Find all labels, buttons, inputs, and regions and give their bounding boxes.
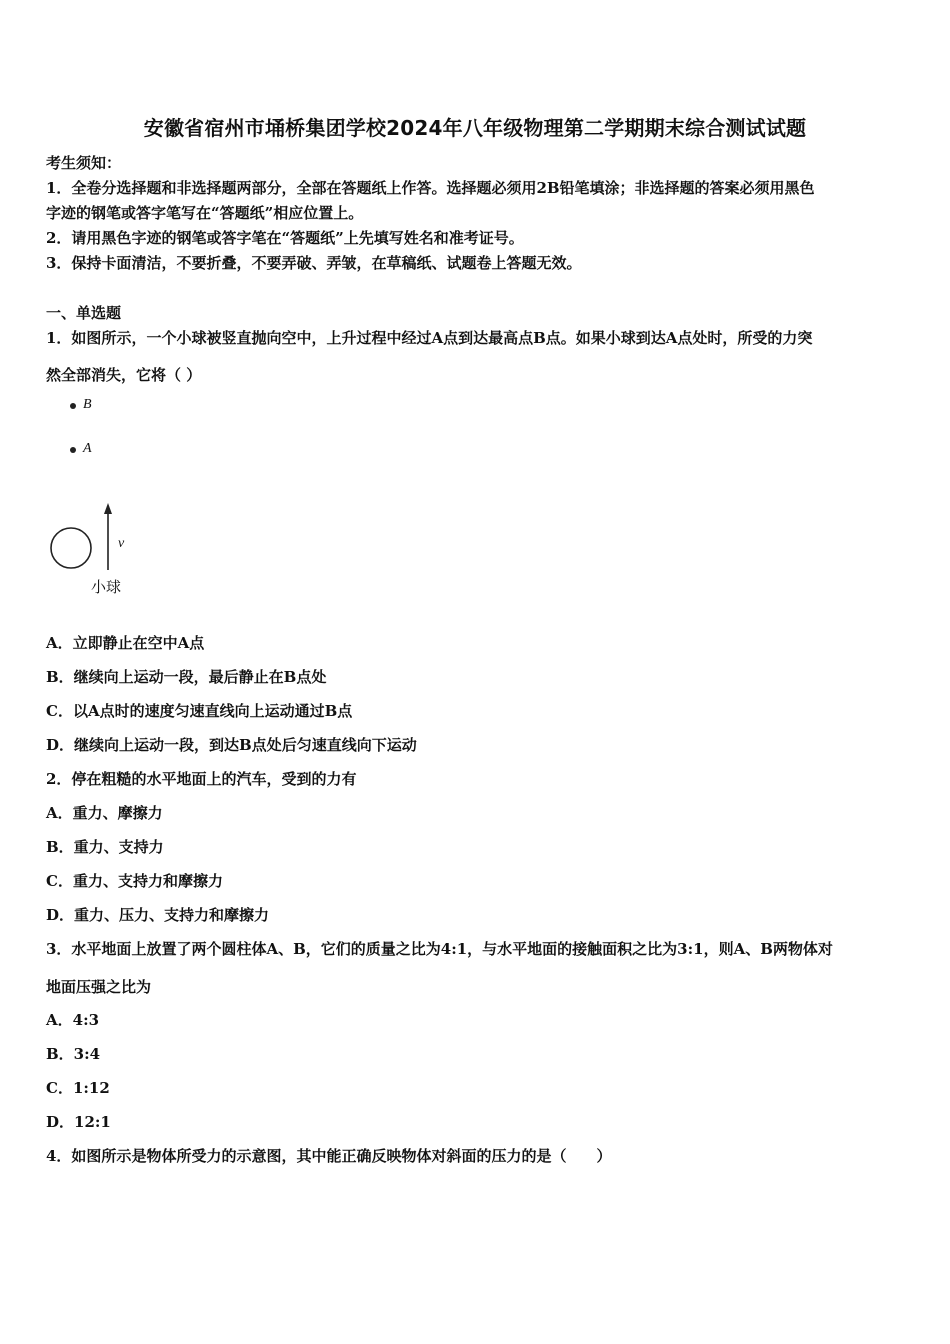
q2-option-b: B．重力、支持力 (46, 838, 164, 856)
q2-option-a: A．重力、摩擦力 (46, 804, 163, 822)
notice-item: 1．全卷分选择题和非选择题两部分，全部在答题纸上作答。选择题必须用2B铅笔填涂；非选择题的答案必须用黑色 (46, 179, 815, 197)
q1-stem-line1: 1．如图所示，一个小球被竖直抛向空中，上升过程中经过A点到达最高点B点。如果小球到达A点处时，所受的力突 (46, 329, 813, 347)
notice-item: 字迹的钢笔或答字笔写在“答题纸”相应位置上。 (46, 204, 364, 222)
label-v: v (118, 536, 125, 551)
notice-item: 3．保持卡面清洁，不要折叠，不要弄破、弄皱，在草稿纸、试题卷上答题无效。 (46, 254, 582, 272)
q2-option-d: D．重力、压力、支持力和摩擦力 (46, 906, 270, 924)
q3-stem-line1: 3．水平地面上放置了两个圆柱体A、B，它们的质量之比为4:1，与水平地面的接触面积之比为3:1，则A、B两物体对 (46, 940, 833, 958)
notice-heading: 考生须知： (46, 154, 122, 172)
section-heading: 一、单选题 (46, 304, 122, 322)
q1-stem-line2: 然全部消失，它将（ ） (46, 366, 202, 384)
ball-caption: 小球 (91, 578, 122, 596)
q3-option-b: B．3:4 (46, 1045, 101, 1063)
q3-option-d: D．12:1 (46, 1113, 111, 1131)
notice-item: 2．请用黑色字迹的钢笔或答字笔在“答题纸”上先填写姓名和准考证号。 (46, 229, 524, 247)
point-b-dot (70, 403, 76, 409)
velocity-arrowhead (104, 503, 112, 514)
q3-stem-line2: 地面压强之比为 (46, 978, 152, 996)
point-a-dot (70, 447, 76, 453)
q3-option-c: C．1:12 (46, 1079, 110, 1097)
q2-option-c: C．重力、支持力和摩擦力 (46, 872, 223, 890)
q4-stem: 4．如图所示是物体所受力的示意图，其中能正确反映物体对斜面的压力的是（ ） (46, 1147, 612, 1165)
label-b: B (83, 397, 92, 412)
q1-option-c: C．以A点时的速度匀速直线向上运动通过B点 (46, 702, 353, 720)
q1-option-b: B．继续向上运动一段，最后静止在B点处 (46, 668, 327, 686)
label-a: A (83, 441, 92, 456)
document-title: 安徽省宿州市埇桥集团学校2024年八年级物理第二学期期末综合测试试题 (143, 116, 807, 140)
q2-stem: 2．停在粗糙的水平地面上的汽车，受到的力有 (46, 770, 357, 788)
ball-circle (51, 528, 91, 568)
q1-option-a: A．立即静止在空中A点 (46, 634, 205, 652)
q3-option-a: A．4:3 (46, 1011, 100, 1029)
q1-option-d: D．继续向上运动一段，到达B点处后匀速直线向下运动 (46, 736, 417, 754)
